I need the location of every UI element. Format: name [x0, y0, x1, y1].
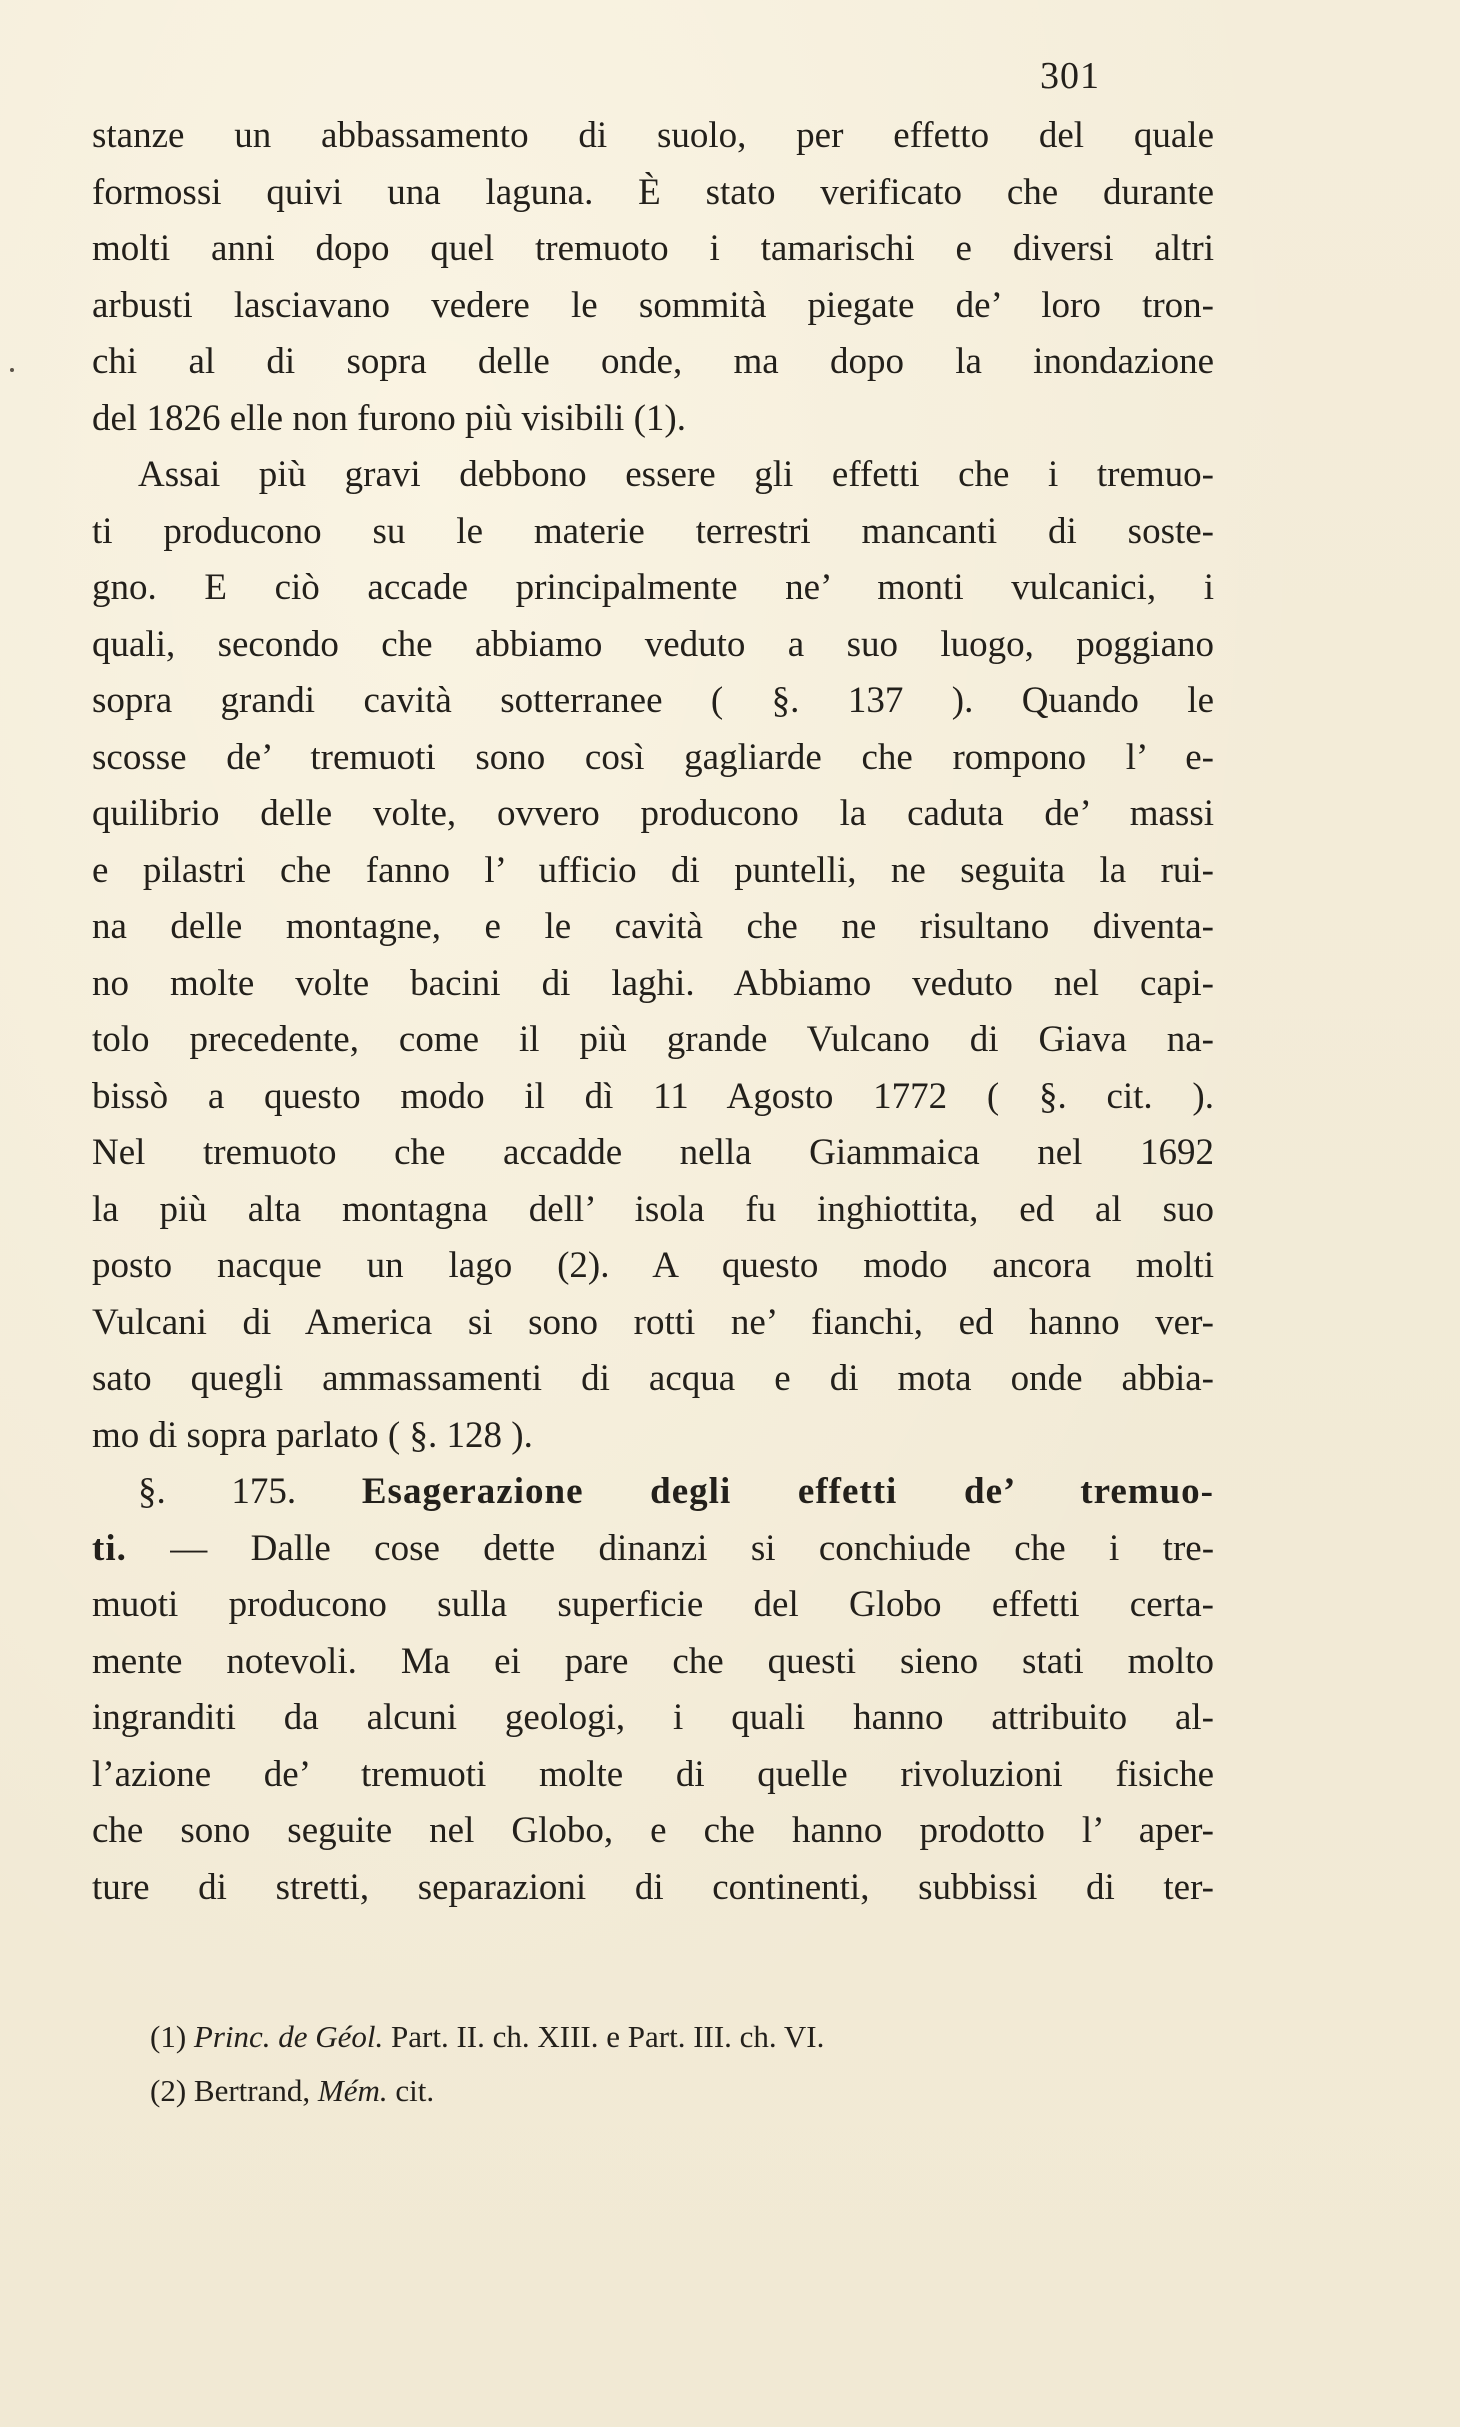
footnote-text: cit. [395, 2073, 435, 2108]
text-line: bissò a questo modo il dì 11 Agosto 1772 ( §. cit. ). [92, 1075, 1214, 1117]
footnote-2 [150, 2064, 1150, 2118]
text-line: sopra grandi cavità sotterranee ( §. 137 ). Quando le [92, 680, 1214, 721]
text-line: del 1826 elle non furono più visibili (1). [92, 397, 686, 439]
text-line: ingranditi da alcuni geologi, i quali hanno attribuito al- [92, 1697, 1214, 1738]
section-number: §. 175. [138, 1471, 297, 1512]
text-line: la più alta montagna dell’ isola fu inghiottita, ed al suo [92, 1188, 1214, 1230]
page-number: 301 [1040, 55, 1100, 97]
footnote-italic: Princ. de Géol. [193, 2019, 384, 2054]
footnote-marker: (1) [150, 2019, 187, 2054]
text-line: stanze un abbassamento di suolo, per effetto del quale [92, 115, 1214, 156]
text-line: na delle montagne, e le cavità che ne risultano diventa- [92, 906, 1214, 947]
text-line: quali, secondo che abbiamo veduto a suo luogo, poggiano [92, 623, 1214, 665]
margin-mark [10, 368, 14, 372]
section-dash: — [170, 1527, 208, 1569]
section-heading-line-2 [92, 1521, 1214, 1578]
text-line: Nel tremuoto che accadde nella Giammaica nel 1692 [92, 1132, 1214, 1173]
text-line: chi al di sopra delle onde, ma dopo la inondazione [92, 341, 1214, 382]
text-line: che sono seguite nel Globo, e che hanno prodotto l’ aper- [92, 1810, 1214, 1851]
text-line: formossi quivi una laguna. È stato verificato che durante [92, 171, 1214, 213]
text-line: Vulcani di America si sono rotti ne’ fianchi, ed hanno ver- [92, 1301, 1214, 1343]
body-text [92, 108, 1214, 1916]
text-line: muoti producono sulla superficie del Globo effetti certa- [92, 1584, 1214, 1625]
text-line: l’azione de’ tremuoti molte di quelle rivoluzioni fisiche [92, 1753, 1214, 1795]
text-line: no molte volte bacini di laghi. Abbiamo veduto nel capi- [92, 962, 1214, 1004]
text-line: Assai più gravi debbono essere gli effetti che i tremuo- [138, 454, 1214, 495]
section-first-line: Dalle cose dette dinanzi si conchiude che i tre- [250, 1527, 1214, 1569]
text-line: molti anni dopo quel tremuoto i tamarischi e diversi altri [92, 228, 1214, 269]
footnote-italic: Mém. [317, 2073, 388, 2108]
text-line: scosse de’ tremuoti sono così gagliarde che rompono l’ e- [92, 736, 1214, 778]
footnote-marker: (2) [150, 2073, 187, 2108]
text-line: quilibrio delle volte, ovvero producono la caduta de’ massi [92, 793, 1214, 834]
footnotes [150, 2010, 1150, 2118]
footnote-1 [150, 2010, 1150, 2064]
section-heading-line [92, 1464, 1214, 1521]
footnote-text: Part. II. ch. XIII. e Part. III. ch. VI. [391, 2019, 825, 2054]
text-line: mente notevoli. Ma ei pare che questi sieno stati molto [92, 1640, 1214, 1682]
section-title: Esagerazione degli effetti de’ tremuo- [361, 1471, 1214, 1512]
text-line: mo di sopra parlato ( §. 128 ). [92, 1414, 533, 1456]
text-line: e pilastri che fanno l’ ufficio di puntelli, ne seguita la rui- [92, 849, 1214, 891]
footnote-author: Bertrand, [193, 2073, 311, 2108]
text-line: arbusti lasciavano vedere le sommità piegate de’ loro tron- [92, 284, 1214, 326]
text-line: ti producono su le materie terrestri mancanti di soste- [92, 510, 1214, 552]
text-line: gno. E ciò accade principalmente ne’ monti vulcanici, i [92, 567, 1214, 608]
text-line: posto nacque un lago (2). A questo modo ancora molti [92, 1245, 1214, 1286]
text-line: ture di stretti, separazioni di continenti, subbissi di ter- [92, 1866, 1214, 1908]
text-line: sato quegli ammassamenti di acqua e di mota onde abbia- [92, 1358, 1214, 1399]
text-line: tolo precedente, come il più grande Vulcano di Giava na- [92, 1019, 1214, 1060]
section-title-end: ti. [92, 1527, 127, 1569]
